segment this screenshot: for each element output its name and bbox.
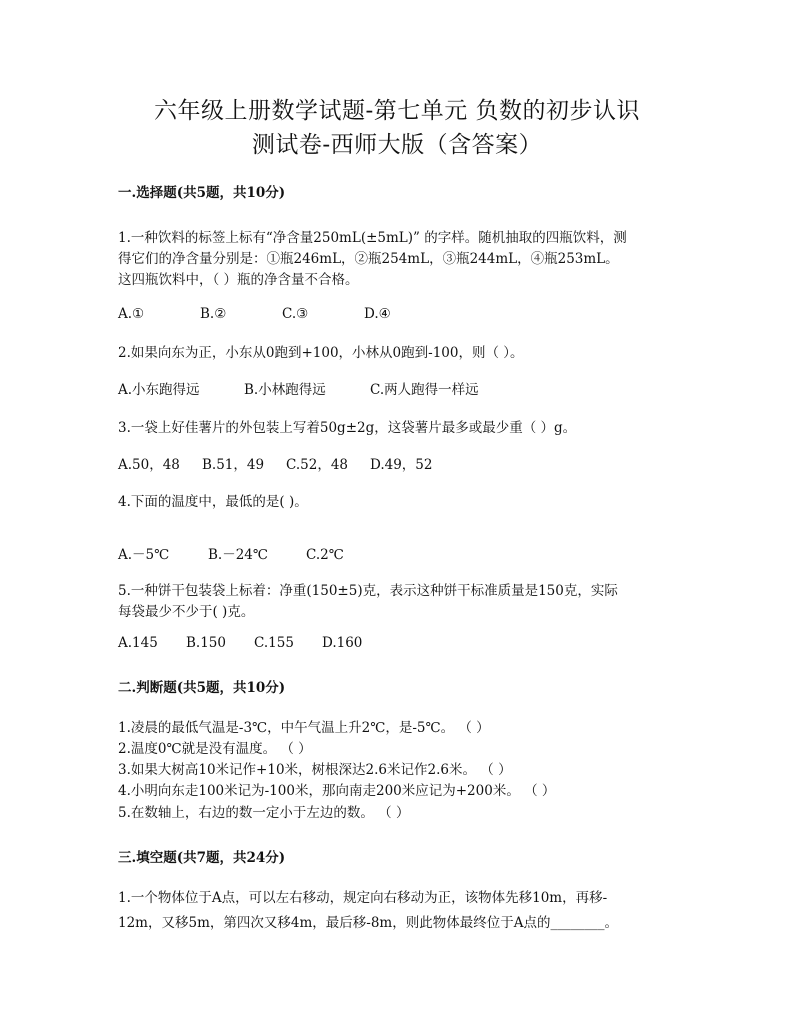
option-c: C.2℃ [306,547,344,563]
question-4-options [118,543,344,563]
judge-item-3: 3.如果大树高10米记作+10米，树根深达2.6米记作2.6米。 （ ） [118,762,512,778]
option-c: C.两人跑得一样远 [370,382,479,398]
judge-item-5: 5.在数轴上，右边的数一定小于左边的数。 （ ） [118,805,410,821]
option-d: D.160 [322,635,363,651]
option-b: B.150 [186,635,226,651]
question-5-options [118,635,362,651]
section-heading-fill: 三.填空题(共7题，共24分) [118,850,286,866]
option-a: A.145 [118,635,158,651]
question-3-options [118,453,433,473]
judge-item-2: 2.温度0℃就是没有温度。 （ ） [118,741,312,757]
question-2-line-1: 2.如果向东为正，小东从0跑到+100，小林从0跑到-100，则（ ）。 [118,345,524,361]
question-4-line-1: 4.下面的温度中，最低的是( )。 [118,494,308,510]
option-b: B.② [200,306,227,322]
option-d: D.49，52 [370,457,433,473]
question-1-line-1: 1.一种饮料的标签上标有“净含量250mL(±5mL)” 的字样。随机抽取的四瓶饮料，测 [118,230,627,246]
judge-item-1: 1.凌晨的最低气温是-3℃，中午气温上升2℃，是-5℃。 （ ） [118,720,490,736]
option-a: A.① [118,306,145,322]
judge-item-4: 4.小明向东走100米记为-100米，那向南走200米应记为+200米。 （ ） [118,783,556,799]
question-1-options [118,306,391,322]
question-5-line-1: 5.一种饼干包装袋上标着：净重(150±5)克，表示这种饼干标准质量是150克，实际 [118,583,618,599]
option-b: B.－24℃ [208,547,268,563]
question-3-line-1: 3.一袋上好佳薯片的外包装上写着50g±2g，这袋薯片最多或最少重（ ）g。 [118,420,577,436]
section-heading-choice: 一.选择题(共5题，共10分) [118,185,286,201]
option-c: C.155 [254,635,294,651]
question-1-line-2: 得它们的净含量分别是：①瓶246mL，②瓶254mL，③瓶244mL，④瓶253mL。 [118,251,619,267]
option-d: D.④ [364,306,391,322]
fill-question-1-line-2: 12m，又移5m，第四次又移4m，最后移-8m，则此物体最终位于A点的________。 [118,915,618,931]
option-b: B.小林跑得远 [244,382,326,398]
option-a: A.小东跑得远 [118,382,200,398]
option-c: C.③ [282,306,309,322]
document-title-line-1: 六年级上册数学试题-第七单元 负数的初步认识 [153,98,641,124]
option-a: A.－5℃ [118,547,170,563]
question-1-line-3: 这四瓶饮料中，（ ）瓶的净含量不合格。 [118,272,359,288]
question-2-options [118,378,479,398]
option-b: B.51，49 [202,457,265,473]
option-c: C.52，48 [286,457,348,473]
document-title-line-2: 测试卷-西师大版（含答案） [251,132,543,158]
option-a: A.50，48 [118,457,180,473]
section-heading-judge: 二.判断题(共5题，共10分) [118,680,286,696]
question-5-line-2: 每袋最少不少于( )克。 [118,604,255,620]
fill-question-1-line-1: 1.一个物体位于A点，可以左右移动，规定向右移动为正，该物体先移10m，再移- [118,890,608,906]
